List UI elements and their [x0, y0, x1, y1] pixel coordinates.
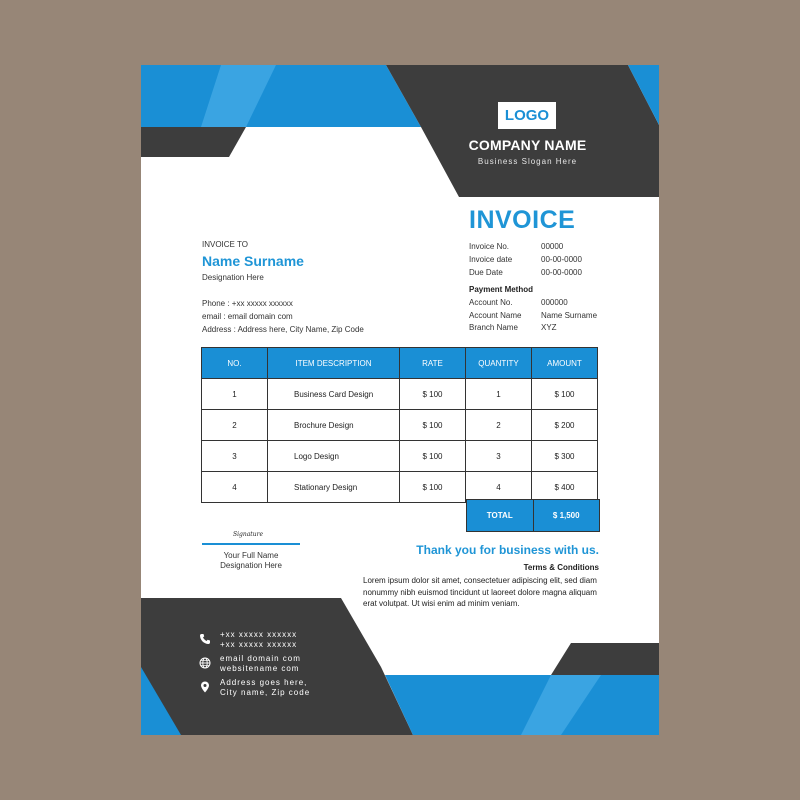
cell-description: Logo Design [268, 441, 400, 472]
table-row [202, 410, 598, 441]
payment-value: XYZ [541, 323, 557, 332]
signature-script: Signature [233, 531, 264, 538]
cell-no: 1 [202, 379, 268, 410]
logo: LOGO [504, 107, 550, 124]
terms-heading: Terms & Conditions [523, 563, 599, 572]
location-pin-icon [199, 681, 211, 693]
signature-block [202, 551, 300, 571]
meta-row [469, 266, 582, 279]
payment-label: Branch Name [469, 323, 518, 332]
cell-amount: $ 100 [532, 379, 598, 410]
signature-name: Your Full Name [223, 551, 279, 560]
signature-designation: Designation Here [220, 561, 282, 570]
meta-row [469, 240, 582, 253]
meta-label: Invoice date [469, 255, 513, 264]
cell-amount: $ 200 [532, 410, 598, 441]
cell-description: Business Card Design [268, 379, 400, 410]
phone-icon [199, 633, 211, 645]
meta-value: 00-00-0000 [541, 268, 582, 277]
table-row [202, 379, 598, 410]
header-amount: AMOUNT [532, 348, 598, 379]
cell-rate: $ 100 [400, 379, 466, 410]
cell-rate: $ 100 [400, 472, 466, 503]
payment-row [469, 297, 597, 310]
cell-quantity: 1 [466, 379, 532, 410]
payment-details [469, 297, 597, 335]
payment-value: Name Surname [541, 310, 598, 320]
header-quantity: QUANTITY [466, 348, 532, 379]
cell-quantity: 4 [466, 472, 532, 503]
meta-value: 00000 [541, 242, 564, 251]
cell-no: 2 [202, 410, 268, 441]
cell-description: Stationary Design [268, 472, 400, 503]
bottom-right-blue-band [385, 675, 659, 735]
cell-amount: $ 300 [532, 441, 598, 472]
total-value: $ 1,500 [552, 511, 580, 520]
top-left-blue-band [141, 65, 421, 127]
cell-quantity: 2 [466, 410, 532, 441]
payment-row [469, 310, 597, 323]
meta-value: 00-00-0000 [541, 255, 582, 264]
cell-no: 4 [202, 472, 268, 503]
footer-address-line: Address goes here, [220, 678, 308, 687]
invoice-title: INVOICE [469, 206, 576, 234]
table-row [202, 472, 598, 503]
terms-text: Lorem ipsum dolor sit amet, consectetuer adipiscing elit, sed diam nonummy nibh euismod tincidunt ut laoreet dolore magna aliquam erat volutpat. Ut wisi enim ad minim veniam. [363, 576, 597, 608]
footer-address-line: City name, Zip code [220, 688, 311, 697]
meta-label: Invoice No. [469, 242, 510, 251]
bottom-right-dark-bar [551, 643, 659, 675]
business-slogan: Business Slogan Here [477, 157, 578, 166]
footer-phone-line: +xx xxxxx xxxxxx [220, 640, 298, 649]
recipient-phone: Phone : +xx xxxxx xxxxxx [202, 299, 293, 308]
footer-web-text [220, 654, 301, 674]
recipient-email: email : email domain com [202, 312, 293, 321]
recipient-contact [202, 297, 364, 336]
payment-label: Account No. [469, 298, 513, 307]
invoice-meta [469, 240, 582, 279]
payment-method-heading: Payment Method [469, 285, 534, 294]
logo-box [498, 102, 556, 129]
header-no: NO. [202, 348, 268, 379]
payment-value: 000000 [541, 298, 568, 307]
top-right-dark-panel [386, 65, 659, 197]
footer-website-line: websitename com [220, 664, 300, 673]
footer-email-line: email domain com [220, 654, 301, 663]
cell-amount: $ 400 [532, 472, 598, 503]
total-box [466, 499, 600, 532]
header-item-description: ITEM DESCRIPTION [268, 348, 400, 379]
cell-quantity: 3 [466, 441, 532, 472]
invoice-to-label: INVOICE TO [202, 240, 248, 249]
globe-icon [199, 657, 211, 669]
cell-rate: $ 100 [400, 410, 466, 441]
items-table [201, 347, 598, 503]
meta-row [469, 253, 582, 266]
table-header-row [202, 348, 598, 379]
top-left-dark-bar [141, 127, 246, 157]
footer-phone-line: +xx xxxxx xxxxxx [220, 630, 298, 639]
meta-label: Due Date [469, 268, 503, 277]
recipient-designation: Designation Here [202, 273, 264, 282]
header-rate: RATE [400, 348, 466, 379]
cell-rate: $ 100 [400, 441, 466, 472]
thank-you-message: Thank you for business with us. [416, 543, 599, 557]
total-label: TOTAL [467, 500, 534, 531]
signature-line [202, 543, 300, 545]
recipient-address: Address : Address here, City Name, Zip Code [202, 325, 364, 334]
footer-address-text [220, 678, 310, 698]
invoice-page [141, 65, 659, 735]
cell-description: Brochure Design [268, 410, 400, 441]
recipient-name: Name Surname [202, 253, 304, 269]
payment-label: Account Name [469, 310, 522, 320]
footer-phone-text [220, 630, 297, 650]
company-name: COMPANY NAME [468, 137, 587, 153]
payment-row [469, 322, 597, 335]
table-row [202, 441, 598, 472]
cell-no: 3 [202, 441, 268, 472]
